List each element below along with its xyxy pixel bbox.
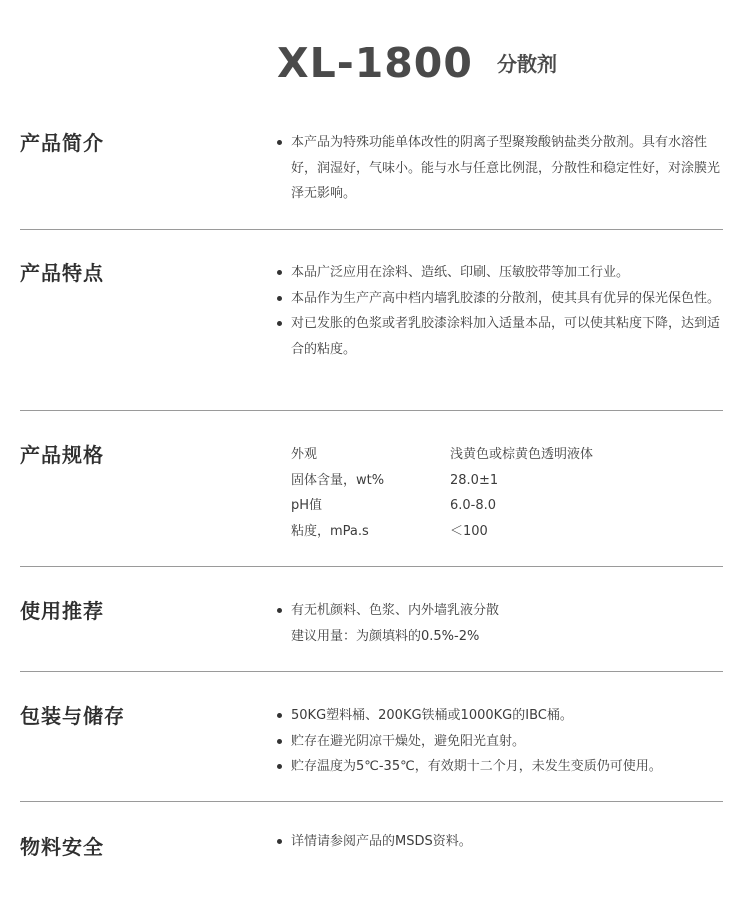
list-item: 贮存在避光阴凉干燥处，避免阳光直射。 xyxy=(275,729,723,755)
spec-row xyxy=(275,468,723,494)
section-title-packaging: 包装与储存 xyxy=(20,704,125,728)
list-item: 详情请参阅产品的MSDS资料。 xyxy=(275,829,723,855)
spec-key: 固体含量，wt% xyxy=(291,472,385,488)
spec-key: pH值 xyxy=(291,498,323,513)
spec-value: 浅黄色或棕黄色透明液体 xyxy=(450,447,594,462)
list-item: 本品广泛应用在涂料、造纸、印刷、压敏胶带等加工行业。 xyxy=(275,260,723,286)
spec-row xyxy=(275,442,723,468)
spec-table xyxy=(275,442,723,544)
list-item: 贮存温度为5℃-35℃，有效期十二个月，未发生变质仍可使用。 xyxy=(275,754,723,780)
document-header xyxy=(0,38,750,88)
section-body-intro xyxy=(275,130,723,207)
section-title-intro: 产品简介 xyxy=(20,131,104,155)
spec-row xyxy=(275,493,723,519)
section-body-safety xyxy=(275,829,723,855)
product-name: 分散剂 xyxy=(497,52,557,76)
divider xyxy=(20,229,723,230)
list-item: 本产品为特殊功能单体改性的阴离子型聚羧酸钠盐类分散剂。具有水溶性好，润湿好，气味小。能与水与任意比例混，分散性和稳定性好，对涂膜光泽无影响。 xyxy=(275,130,723,207)
section-title-features: 产品特点 xyxy=(20,261,104,285)
section-body-usage xyxy=(275,598,723,649)
section-title-usage: 使用推荐 xyxy=(20,599,104,623)
list-item: 有无机颜料、色浆、内外墙乳液分散 xyxy=(275,598,723,624)
section-body-packaging xyxy=(275,703,723,780)
list-item: 50KG塑料桶、200KG铁桶或1000KG的IBC桶。 xyxy=(275,703,723,729)
divider xyxy=(20,671,723,672)
list-item: 本品作为生产产高中档内墙乳胶漆的分散剂，使其具有优异的保光保色性。 xyxy=(275,286,723,312)
spec-key: 粘度，mPa.s xyxy=(291,523,369,539)
divider xyxy=(20,566,723,567)
spec-row xyxy=(275,519,723,545)
list-item: 对已发胀的色浆或者乳胶漆涂料加入适量本品，可以使其粘度下降，达到适合的粘度。 xyxy=(275,311,723,362)
recommended-dosage: 建议用量：为颜填料的0.5%-2% xyxy=(291,628,480,644)
divider xyxy=(20,410,723,411)
spec-value: 28.0±1 xyxy=(450,472,499,488)
section-title-safety: 物料安全 xyxy=(20,835,104,859)
spec-key: 外观 xyxy=(291,447,318,462)
spec-value: 6.0-8.0 xyxy=(450,498,497,513)
divider xyxy=(20,801,723,802)
section-title-specs: 产品规格 xyxy=(20,443,104,467)
section-body-features xyxy=(275,260,723,362)
product-model: XL-1800 xyxy=(277,39,473,87)
spec-value: ＜100 xyxy=(450,523,488,539)
